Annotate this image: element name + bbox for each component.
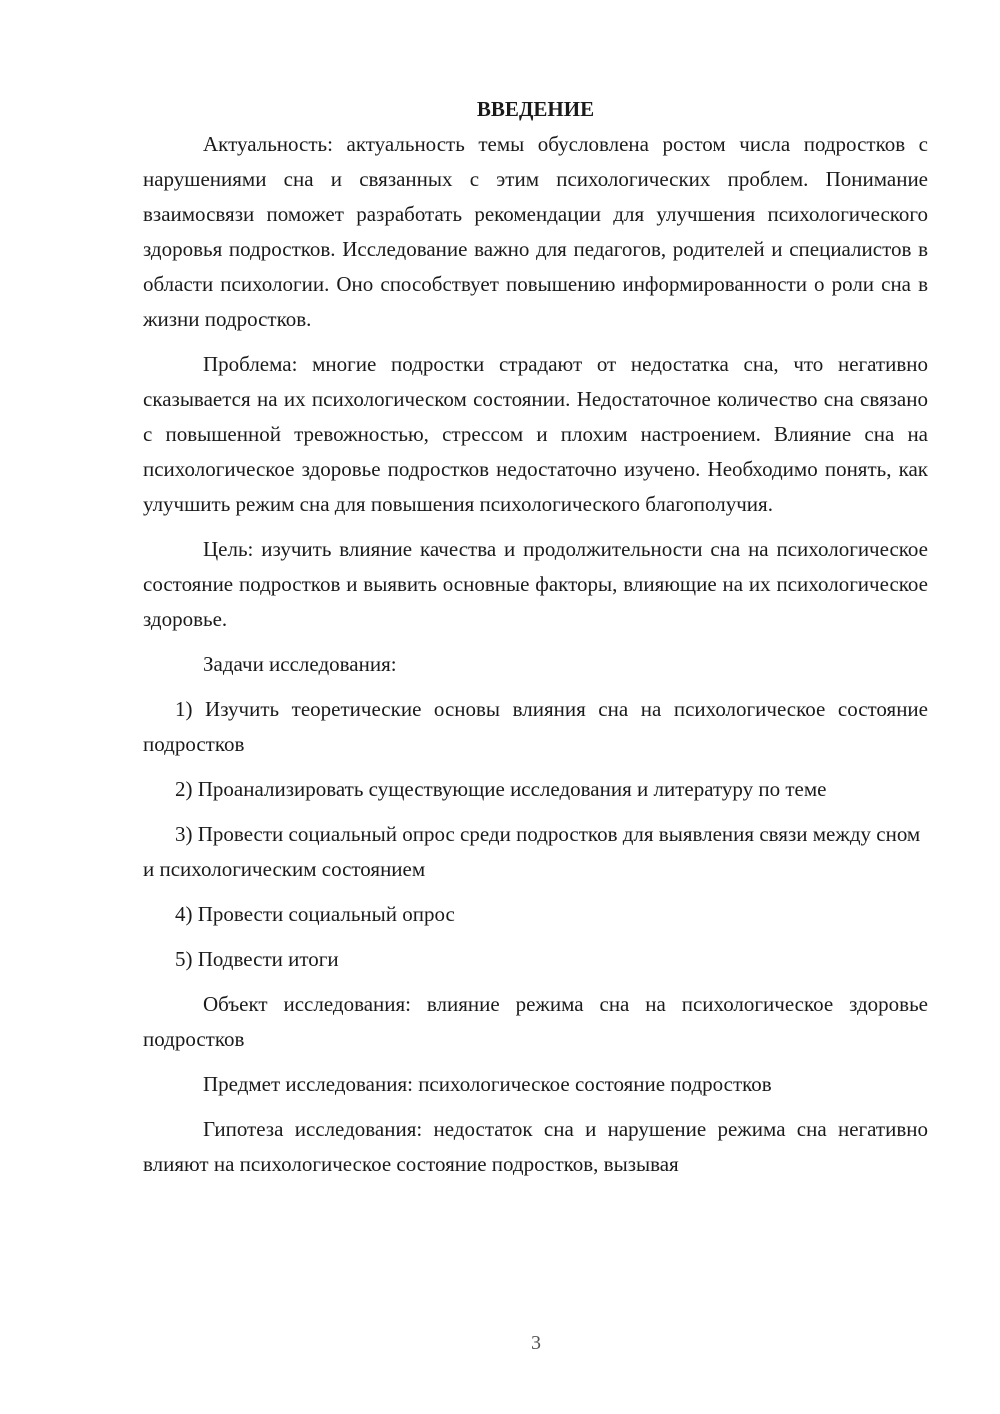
subject-paragraph: Предмет исследования: психологическое состояние подростков (203, 1072, 772, 1096)
goal-paragraph: Цель: изучить влияние качества и продолжительности сна на психологическое состояние подростков и выявить основные факторы, влияющие на их психологическое здоровье. (143, 537, 928, 631)
task-item: 5) Подвести итоги (175, 947, 339, 971)
page-number: 3 (531, 1332, 541, 1354)
tasks-title: Задачи исследования: (203, 652, 397, 676)
task-item: 1) Изучить теоретические основы влияния сна на психологическое состояние подростков (143, 697, 928, 756)
problem-paragraph: Проблема: многие подростки страдают от недостатка сна, что негативно сказывается на их психологическом состоянии. Недостаточное количество сна связано с повышенной тревожностью, стрессом и плохим настроением. Влияние сна на психологическое здоровье подростков недостаточно изучено. Необходимо понять, как улучшить режим сна для повышения психологического благополучия. (143, 352, 928, 516)
task-item: 2) Проанализировать существующие исследования и литературу по теме (175, 777, 827, 801)
page-title: ВВЕДЕНИЕ (476, 97, 595, 121)
hypothesis-paragraph: Гипотеза исследования: недостаток сна и нарушение режима сна негативно влияют на психологическое состояние подростков, вызывая (143, 1117, 928, 1176)
relevance-paragraph: Актуальность: актуальность темы обусловлена ростом числа подростков с нарушениями сна и связанных с этим психологических проблем. Понимание взаимосвязи поможет разработать рекомендации для улучшения психологического здоровья подростков. Исследование важно для педагогов, родителей и специалистов в области психологии. Оно способствует повышению информированности о роли сна в жизни подростков. (143, 132, 928, 331)
document-page (143, 92, 928, 1192)
task-item: 4) Провести социальный опрос (175, 902, 455, 926)
task-item: 3) Провести социальный опрос среди подростков для выявления связи между сном и психологическим состоянием (143, 822, 921, 881)
object-paragraph: Объект исследования: влияние режима сна на психологическое здоровье подростков (143, 992, 928, 1051)
